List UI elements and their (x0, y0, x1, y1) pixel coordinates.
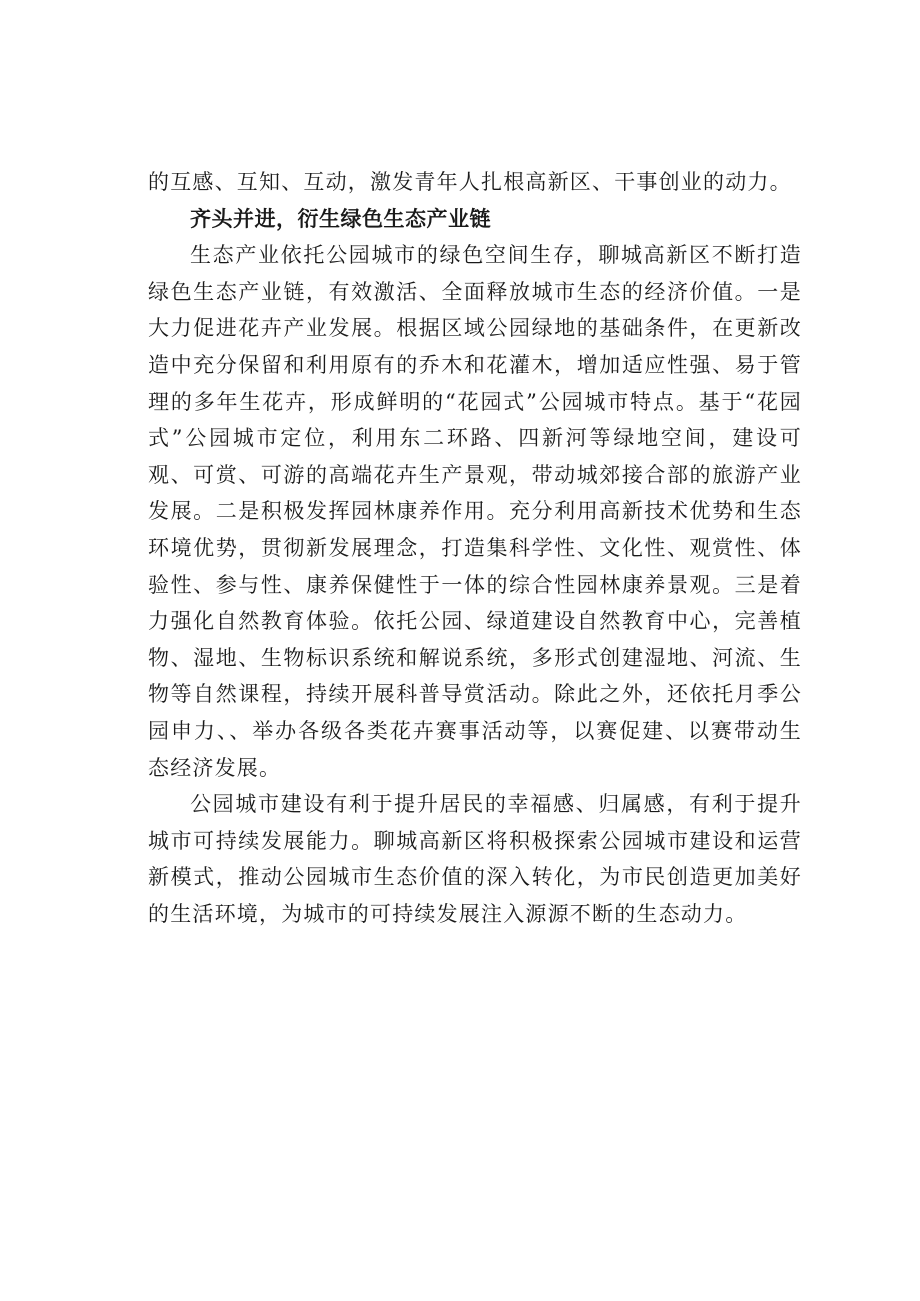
document-body (148, 164, 802, 932)
paragraph-continuation: 的互感、互知、互动，激发青年人扎根高新区、干事创业的动力。 (148, 170, 792, 194)
paragraph-conclusion: 公园城市建设有利于提升居民的幸福感、归属感，有利于提升城市可持续发展能力。聊城高新区将积极探索公园城市建设和运营新模式，推动公园城市生态价值的深入转化，为市民创造更加美好的生活环境，为城市的可持续发展注入源源不断的生态动力。 (148, 792, 802, 926)
section-heading: 齐头并进，衍生绿色生态产业链 (190, 206, 491, 231)
paragraph-ecology-industry: 生态产业依托公园城市的绿色空间生存，聊城高新区不断打造绿色生态产业链，有效激活、全面释放城市生态的经济价值。一是大力促进花卉产业发展。根据区域公园绿地的基础条件，在更新改造中充分保留和利用原有的乔木和花灌木，增加适应性强、易于管理的多年生花卉，形成鲜明的“花园式”公园城市特点。基于“花园式”公园城市定位，利用东二环路、四新河等绿地空间，建设可观、可赏、可游的高端花卉生产景观，带动城郊接合部的旅游产业发展。二是积极发挥园林康养作用。充分利用高新技术优势和生态环境优势，贯彻新发展理念，打造集科学性、文化性、观赏性、体验性、参与性、康养保健性于一体的综合性园林康养景观。三是着力强化自然教育体验。依托公园、绿道建设自然教育中心，完善植物、湿地、生物标识系统和解说系统，多形式创建湿地、河流、生物等自然课程，持续开展科普导赏活动。除此之外，还依托月季公园申力、、举办各级各类花卉赛事活动等，以赛促建、以赛带动生态经济发展。 (148, 243, 802, 780)
